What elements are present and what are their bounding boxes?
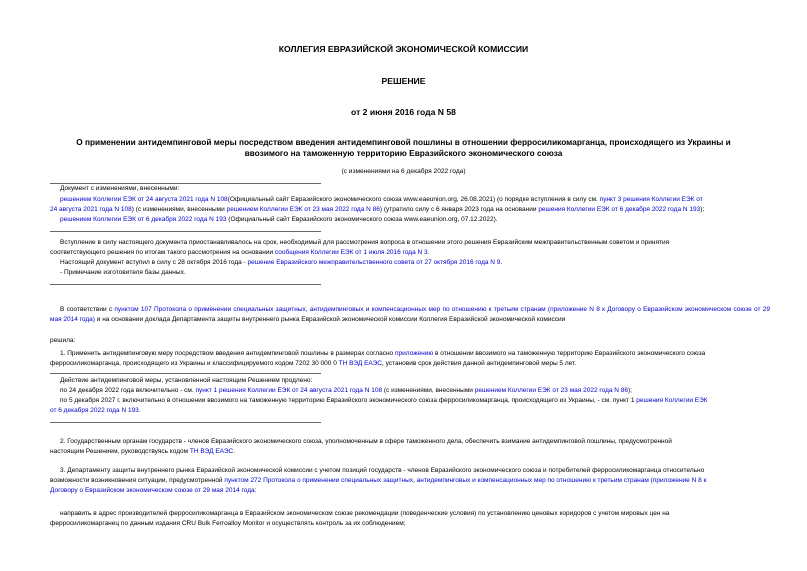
appendix-link[interactable]: приложению: [394, 350, 434, 357]
item-text: , установив срок действия данной антидемпинговой меры 5 лет.: [382, 360, 577, 367]
intergov-council-decision-link[interactable]: решение Евразийского межправительственного совета от 27 октября 2016 года N 9: [247, 259, 501, 266]
document-type-heading: РЕШЕНИЕ: [381, 76, 426, 86]
changes-text: ) (с изменениями, внесенными: [131, 206, 227, 213]
issuer-heading: КОЛЛЕГИЯ ЕВРАЗИЙСКОЙ ЭКОНОМИЧЕСКОЙ КОМИССИИ: [278, 44, 529, 54]
changes-text: (Официальный сайт Евразийского экономического союза www.eaeunion.org, 26.08.2021) (о порядке вступления в силу см.: [227, 196, 600, 203]
changes-text: (Официальный сайт Евразийского экономического союза www.eaeunion.org, 07.12.2022).: [226, 216, 498, 223]
revision-note: (с изменениями на 6 декабря 2022 года): [341, 168, 466, 175]
item-text: ферросиликомарганца, происходящего из Украины и классифицируемого кодом 7202 30 000 0: [50, 360, 339, 367]
item-3-sub-line-2: ферросиликомарганец по данным издания CRU Bulk Ferroalloy Monitor и осуществлять контроль за их соблюдением;: [50, 520, 406, 527]
preamble-text: В соответствии с: [60, 306, 115, 313]
amendment-link-108-point3-cont[interactable]: 24 августа 2021 года N 108: [50, 206, 132, 213]
note-line-2: [50, 248, 780, 258]
changes-text: );: [700, 206, 705, 213]
extension-intro: Действие антидемпинговой меры, установленной настоящим Решением продлено:: [60, 377, 313, 384]
amendment-link-86[interactable]: решением Коллегии ЕЭК от 23 мая 2022 года N 86: [226, 206, 380, 213]
protocol-point-272-link[interactable]: пунктом 272 Протокола о применении специальных защитных, антидемпинговых и компенсационных мер по отношению к третьим странам (приложение N 8 к: [224, 477, 707, 484]
note-line-1: Вступление в силу настоящего документа приостанавливалось на срок, необходимый для рассмотрения вопроса в отношении этого решения Евразийским межправительственным советом и принятия: [60, 239, 670, 246]
note-line-3: [60, 258, 780, 268]
amendment-link-108-point3[interactable]: пункт 3 решения Коллегии ЕЭК от: [599, 196, 703, 203]
item-text: 1. Применить антидемпинговую меру посредством введения антидемпинговой пошлины в размерах согласно: [60, 350, 395, 357]
extension-text: по 24 декабря 2022 года включительно - см.: [60, 387, 196, 394]
extension-line-3: [50, 406, 770, 416]
extension-text: (с изменениями, внесенными: [382, 387, 475, 394]
decision-193-link-cont[interactable]: от 6 декабря 2022 года N 193: [50, 407, 139, 414]
amendment-link-193-b[interactable]: решением Коллегии ЕЭК от 6 декабря 2022 года N 193: [60, 216, 227, 223]
changes-intro: Документ с изменениями, внесенными:: [60, 185, 180, 192]
item-2-line-1: 2. Государственным органам государств - членов Евразийского экономического союза, уполномоченным в сфере таможенного дела, обеспечить взимание антидемпинговой пошлины, предусмотренной: [60, 438, 672, 445]
extension-text: .: [138, 407, 141, 414]
protocol-point-272-link-cont[interactable]: Договору о Евразийском экономическом союзе от 29 мая 2014 года: [50, 487, 255, 494]
item-text: настоящим Решением, руководствуясь кодом: [50, 448, 190, 455]
item-2-line-2: [50, 447, 770, 457]
amendment-link-193[interactable]: решения Коллегии ЕЭК от 6 декабря 2022 года N 193: [538, 206, 701, 213]
protocol-point-107-link[interactable]: пунктом 107 Протокола о применении специальных защитных, антидемпинговых и компенсационных мер по отношению к третьим странам (приложение N 8 к Договору о Евразийском экономическом союзе от 29 мая 2014 года): [50, 306, 770, 323]
extension-line-1: [60, 386, 780, 396]
preamble-paragraph: [50, 305, 770, 325]
document-title-line-2: ввозимого на таможенную территорию Евразийского экономического союза: [244, 148, 563, 158]
amendment-link-108[interactable]: решением Коллегии ЕЭК от 24 августа 2021 года N 108: [60, 196, 228, 203]
changes-line-3: [60, 215, 780, 225]
note-text: .: [427, 249, 430, 256]
separator-rule: [50, 422, 321, 423]
item-3-line-2: [50, 476, 780, 486]
decided-label: решила:: [50, 337, 76, 344]
item-1-line-1: [60, 349, 780, 359]
extension-text: );: [628, 387, 632, 394]
database-note: - Примечание изготовителя базы данных.: [60, 269, 186, 276]
changes-text: ) (утратило силу с 6 января 2023 года на основании: [379, 206, 539, 213]
note-text: .: [500, 259, 503, 266]
item-text: в отношении ввозимого на таможенную территорию Евразийского экономического союза: [433, 350, 706, 357]
separator-rule: [50, 231, 321, 232]
item-3-line-3: [50, 486, 770, 496]
item-text: :: [254, 487, 257, 494]
separator-rule: [50, 284, 321, 285]
preamble-text: и на основании доклада Департамента защиты внутреннего рынка Евразийской экономической комиссии Коллегия Евразийской экономической комиссии: [94, 315, 566, 323]
item-1-line-2: [50, 359, 780, 369]
item-3-sub-line-1: направить в адрес производителей ферросиликомарганца в Евразийском экономическом союзе рекомендации (поведенческие условия) по установлению ценовых коридоров с учетом мировых цен на: [60, 510, 670, 517]
decision-86-link[interactable]: решением Коллегии ЕЭК от 23 мая 2022 года N 86: [474, 387, 629, 394]
note-text: Настоящий документ вступил в силу с 28 октября 2016 года -: [60, 259, 248, 266]
tn-ved-link[interactable]: ТН ВЭД ЕАЭС: [189, 448, 234, 455]
changes-line-2: [50, 205, 780, 215]
date-number-heading: от 2 июня 2016 года N 58: [351, 107, 456, 117]
decision-193-link[interactable]: решения Коллегии ЕЭК: [636, 397, 708, 404]
extension-line-2: [60, 396, 780, 406]
separator-rule: [50, 373, 321, 374]
note-text: соответствующего решения по итогам такого рассмотрения на основании: [50, 249, 275, 256]
item-text: .: [233, 448, 236, 455]
extension-text: по 5 декабря 2027 г. включительно в отношении ввозимого на таможенную территорию Евразийского экономического союза ферросиликомарганца, происходящего из Украины, - см. пункт 1: [60, 397, 637, 404]
document-title-line-1: О применении антидемпинговой меры посредством введения антидемпинговой пошлины в отношении ферросиликомарганца, происходящего из Украины и: [76, 137, 731, 147]
tn-ved-link[interactable]: ТН ВЭД ЕАЭС: [338, 360, 382, 367]
item-3-line-1: 3. Департаменту защиты внутреннего рынка Евразийской экономической комиссии с учетом позиций государств - членов Евразийского экономического союза и потребителей ферросиликомарганца относительно: [60, 467, 705, 474]
decision-108-point1-link[interactable]: пункт 1 решения Коллегии ЕЭК от 24 августа 2021 года N 108: [195, 387, 383, 394]
eec-message-link[interactable]: сообщения Коллегии ЕЭК от 1 июля 2016 года N 3: [274, 249, 428, 256]
item-text: возможности возникновения ситуации, предусмотренной: [50, 477, 225, 484]
changes-line-1: [60, 195, 780, 205]
